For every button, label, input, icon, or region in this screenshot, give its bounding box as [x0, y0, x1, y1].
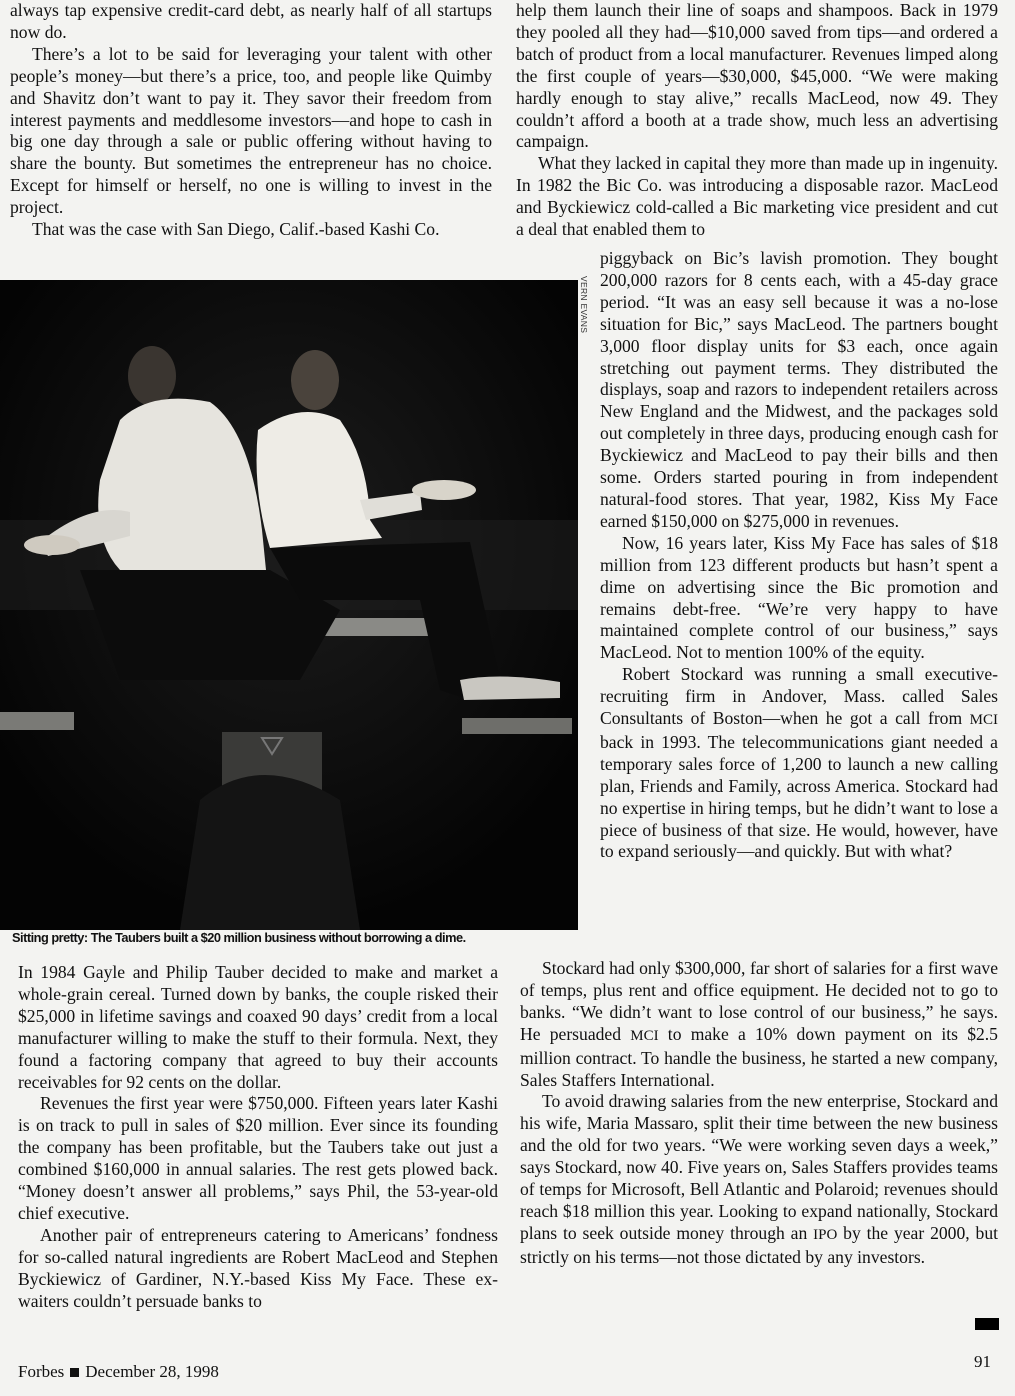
page-number: 91: [974, 1352, 991, 1371]
issue-date: December 28, 1998: [85, 1362, 219, 1381]
paragraph: Another pair of entrepreneurs catering to Americans’ fondness for so-called natural ingredients are Robert MacLeod and Stephen Byckiewicz of Gardiner, N.Y.-based Kiss My Face. These ex-waiters couldn’t persuade banks to: [18, 1224, 498, 1311]
right-column-top: [516, 0, 998, 241]
photo-illustration: [0, 280, 578, 930]
bench-step-left: [0, 712, 74, 730]
man-bowl: [24, 535, 80, 555]
paragraph: Now, 16 years later, Kiss My Face has sales of $18 million from 123 different products but hasn’t spent a dime on advertising since the Bic promotion and remains debt-free. “We’re very happy to have maintained complete control of our business,” says MacLeod. Not to mention 100% of the equity.: [600, 532, 998, 663]
paragraph: To avoid drawing salaries from the new enterprise, Stockard and his wife, Maria Massaro, split their time between the new business and the old for two years. “We were working seven days a week,” says Stockard, now 40. Five years on, Sales Staffers provides teams of temps for Microsoft, Bell Atlantic and Polaroid; revenues should reach $18 million this year. Looking to expand nationally, Stockard plans to seek outside money through an IPO by the year 2000, but strictly on his terms—not those dictated by any investors.: [520, 1091, 999, 1267]
woman-sandals: [460, 676, 560, 700]
photo-taubers-on-bench: [0, 280, 578, 930]
end-of-article-mark: [975, 1318, 999, 1330]
square-bullet-icon: [70, 1368, 79, 1377]
publication-name: Forbes: [18, 1362, 65, 1381]
footer-folio: [18, 1362, 219, 1382]
photo-caption: Sitting pretty: The Taubers built a $20 million business without borrowing a dime.: [12, 930, 466, 945]
man-head: [128, 346, 176, 406]
paragraph: In 1984 Gayle and Philip Tauber decided to make and market a whole-grain cereal. Turned down by banks, the couple risked their $25,000 in lifetime savings and coaxed 90 days’ credit from a local manufacturer willing to make the stuff to their formula. Next, they found a factoring company that agreed to buy their accounts receivables for 92 cents on the dollar.: [18, 962, 498, 1092]
paragraph: Stockard had only $300,000, far short of salaries for a first wave of temps, plus rent and office equipment. He decided not to go to banks. “We didn’t want to lose control of our business,” he says. He persuaded MCI to make a 10% down payment on its $2.5 million contract. To handle the business, he started a new company, Sales Staffers International.: [520, 958, 998, 1090]
paragraph: That was the case with San Diego, Calif.-based Kashi Co.: [32, 219, 440, 240]
woman-bowl: [412, 480, 476, 500]
right-column-bottom: [520, 958, 998, 1269]
paragraph: piggyback on Bic’s lavish promotion. They bought 200,000 razors for 8 cents each, with a 45-day grace period. “It was an easy sell because it was a no-lose situation for Bic,” says MacLeod. The partners bought 3,000 floor display units for $3 each, once again stretching out payment terms. They distributed the displays, soap and razors to independent retailers across New England and the Midwest, and the packages sold out completely in three days, producing enough cash for Byckiewicz and MacLeod to pay their bills and then some. Orders started pouring in from independent natural-food stores. That year, 1982, Kiss My Face earned $150,000 on $275,000 in revenues.: [600, 248, 998, 531]
paragraph: help them launch their line of soaps and shampoos. Back in 1979 they pooled all they had—$10,000 saved from tips—and ordered a batch of product from a local manufacturer. Revenues limped along the first couple of years—$30,000, $45,000. “We were making hardly enough to stay alive,” recalls MacLeod, now 49. They couldn’t afford a booth at a trade show, much less an advertising campaign.: [516, 0, 998, 152]
photo-credit: VERN EVANS: [579, 276, 589, 334]
paragraph: There’s a lot to be said for leveraging your talent with other people’s money—but there’s a price, too, and people like Quimby and Shavitz don’t want to pay it. They savor their freedom from interest payments and meddlesome investors—and hope to cash in big one day through a sale or public offering without having to share the bounty. But sometimes the entrepreneur has no choice. Except for himself or herself, no one is willing to invest in the project.: [10, 43, 492, 218]
foliage: [180, 775, 360, 930]
paragraph: What they lacked in capital they more than made up in ingenuity. In 1982 the Bic Co. was introducing a disposable razor. MacLeod and Byckiewicz cold-called a Bic marketing vice president and cut a deal that enabled them to: [516, 153, 998, 240]
paragraph: Robert Stockard was running a small executive-recruiting firm in Andover, Mass. called Sales Consultants of Boston—when he got a call from MCI back in 1993. The telecommunications giant needed a temporary sales force of 1,200 to launch a new calling plan, Friends and Family, across America. Stockard had no expertise in hiring temps, but he didn’t want to lose a piece of business of that size. He would, however, have to expand seriously—and quickly. But with what?: [600, 664, 998, 862]
right-column-wrap: [600, 248, 998, 863]
left-column-top: [10, 0, 492, 241]
paragraph: always tap expensive credit-card debt, as nearly half of all startups now do.: [10, 0, 492, 42]
paragraph: Revenues the first year were $750,000. Fifteen years later Kashi is on track to pull in sales of $20 million. Ever since its founding the company has been profitable, but the Taubers take out just a combined $160,000 in annual salaries. The rest gets plowed back. “Money doesn’t answer all problems,” says Phil, the 53-year-old chief executive.: [18, 1093, 498, 1223]
bench-step-right: [462, 718, 572, 734]
left-column-bottom: [18, 962, 498, 1313]
woman-head: [291, 350, 339, 410]
